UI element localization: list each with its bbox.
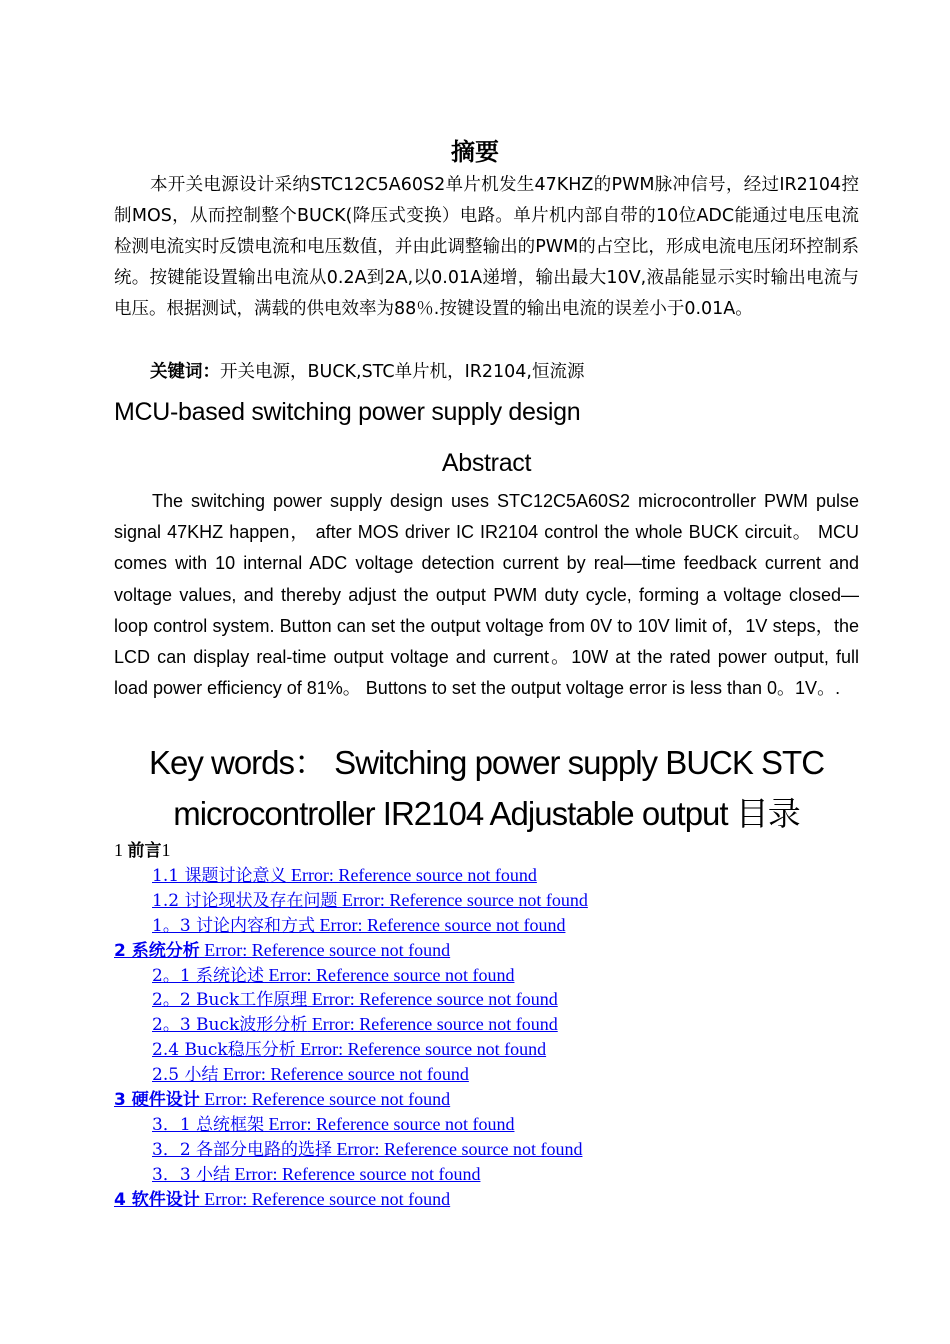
toc-entry-label: 3 硬件设计 (114, 1090, 200, 1110)
toc-entry-number: 1 (114, 840, 128, 860)
toc-entry[interactable] (152, 987, 558, 1012)
toc-entry[interactable] (152, 1062, 469, 1087)
toc-entry-label: 前言 (127, 841, 162, 861)
toc-entry-error: Error: Reference source not found (307, 989, 558, 1010)
toc-entry[interactable] (152, 913, 565, 938)
toc-entry-label: 2。1 系统论述 (152, 965, 265, 986)
toc-entry-error: Error: Reference source not found (199, 1089, 451, 1109)
toc-entry[interactable] (152, 1112, 514, 1137)
toc-entry[interactable] (114, 938, 450, 963)
toc-entry-label: 3．2 各部分电路的选择 (152, 1139, 333, 1160)
toc-entry[interactable] (152, 1137, 582, 1162)
zh-keywords (150, 357, 584, 388)
toc-entry-error: Error: Reference source not found (332, 1138, 583, 1159)
en-keywords-line: Key words： Switching power supply BUCK STC microcontroller IR2104 Adjustable output 目录 (148, 744, 825, 832)
toc-entry-error: Error: Reference source not found (286, 864, 537, 885)
toc-entry-error: Error: Reference source not found (218, 1064, 469, 1085)
toc-entry[interactable] (152, 1012, 558, 1037)
toc-entry-label: 2。2 Buck工作原理 (152, 990, 308, 1011)
toc-entry-label: 3．3 小结 (152, 1164, 231, 1185)
zh-keywords-text: 开关电源，BUCK,STC单片机，IR2104,恒流源 (220, 362, 585, 382)
toc-entry-label: 2.5 小结 (152, 1065, 219, 1086)
toc-entry-label: 3．1 总统框架 (152, 1114, 265, 1135)
toc-entry-error: Error: Reference source not found (230, 1163, 481, 1184)
zh-abstract-paragraph: 本开关电源设计采纳STC12C5A60S2单片机发生47KHZ的PWM脉冲信号，经过IR2104控制MOS，从而控制整个BUCK(降压式变换）电路。单片机内部自带的10位ADC能通过电压电流检测电流实时反馈电流和电压数值，并由此调整输出的PWM的占空比，形成电流电压闭环控制系统。按键能设置输出电流从0.2A到2A,以0.01A递增，输出最大10V,液晶能显示实时输出电流与电压。根据测试，满载的供电效率为88％.按键设置的输出电流的误差小于0.01A。 (114, 175, 859, 319)
toc-entry[interactable] (114, 1187, 450, 1212)
en-abstract-paragraph: The switching power supply design uses STC12C5A60S2 microcontroller PWM pulse signal 47KHZ happen， after MOS driver IC IR2104 control the whole BUCK circuit。 MCU comes with 10 internal ADC voltage detection current by real—time feedback current and voltage values, and thereby adjust the output PWM duty cycle, forming a voltage closed—loop control system. Button can set the output voltage from 0V to 10V limit of，1V steps，the LCD can display real-time output voltage and current。10W at the rated power output, full load power efficiency of 81%。 Buttons to set the output voltage error is less than 0。1V。. (114, 491, 859, 699)
toc-entry-label: 1。3 讨论内容和方式 (152, 915, 316, 936)
toc-entry-error: Error: Reference source not found (337, 889, 588, 910)
toc-entry (114, 838, 171, 863)
toc-entry-error: Error: Reference source not found (315, 914, 566, 935)
toc-entry-error: Error: Reference source not found (199, 1188, 451, 1209)
toc-entry[interactable] (152, 888, 588, 913)
toc-entry-error: Error: Reference source not found (264, 1113, 515, 1134)
zh-keywords-label: 关键词： (150, 362, 220, 382)
toc-entry-page: 1 (161, 840, 171, 860)
toc-entry-label: 2.4 Buck稳压分析 (152, 1040, 296, 1061)
toc-entry-error: Error: Reference source not found (264, 964, 515, 985)
toc-entry-error: Error: Reference source not found (295, 1039, 547, 1060)
toc-entry-label: 1.2 讨论现状及存在问题 (152, 890, 338, 911)
toc-entry[interactable] (152, 863, 537, 888)
toc-entry-label: 1.1 课题讨论意义 (152, 865, 287, 886)
en-paper-title: MCU-based switching power supply design (114, 398, 581, 426)
en-abstract-title: Abstract (441, 449, 532, 477)
toc-entry[interactable] (114, 1087, 450, 1112)
toc-entry-label: 2。3 Buck波形分析 (152, 1015, 308, 1036)
toc-entry[interactable] (152, 963, 514, 988)
toc-entry-error: Error: Reference source not found (307, 1014, 558, 1035)
toc-entry-label: 2 系统分析 (114, 940, 200, 961)
toc-entry-error: Error: Reference source not found (199, 939, 451, 960)
toc-entry[interactable] (152, 1037, 546, 1062)
zh-abstract-title: 摘要 (451, 138, 499, 166)
toc-entry-label: 4 软件设计 (114, 1189, 200, 1210)
toc-entry[interactable] (152, 1162, 480, 1187)
